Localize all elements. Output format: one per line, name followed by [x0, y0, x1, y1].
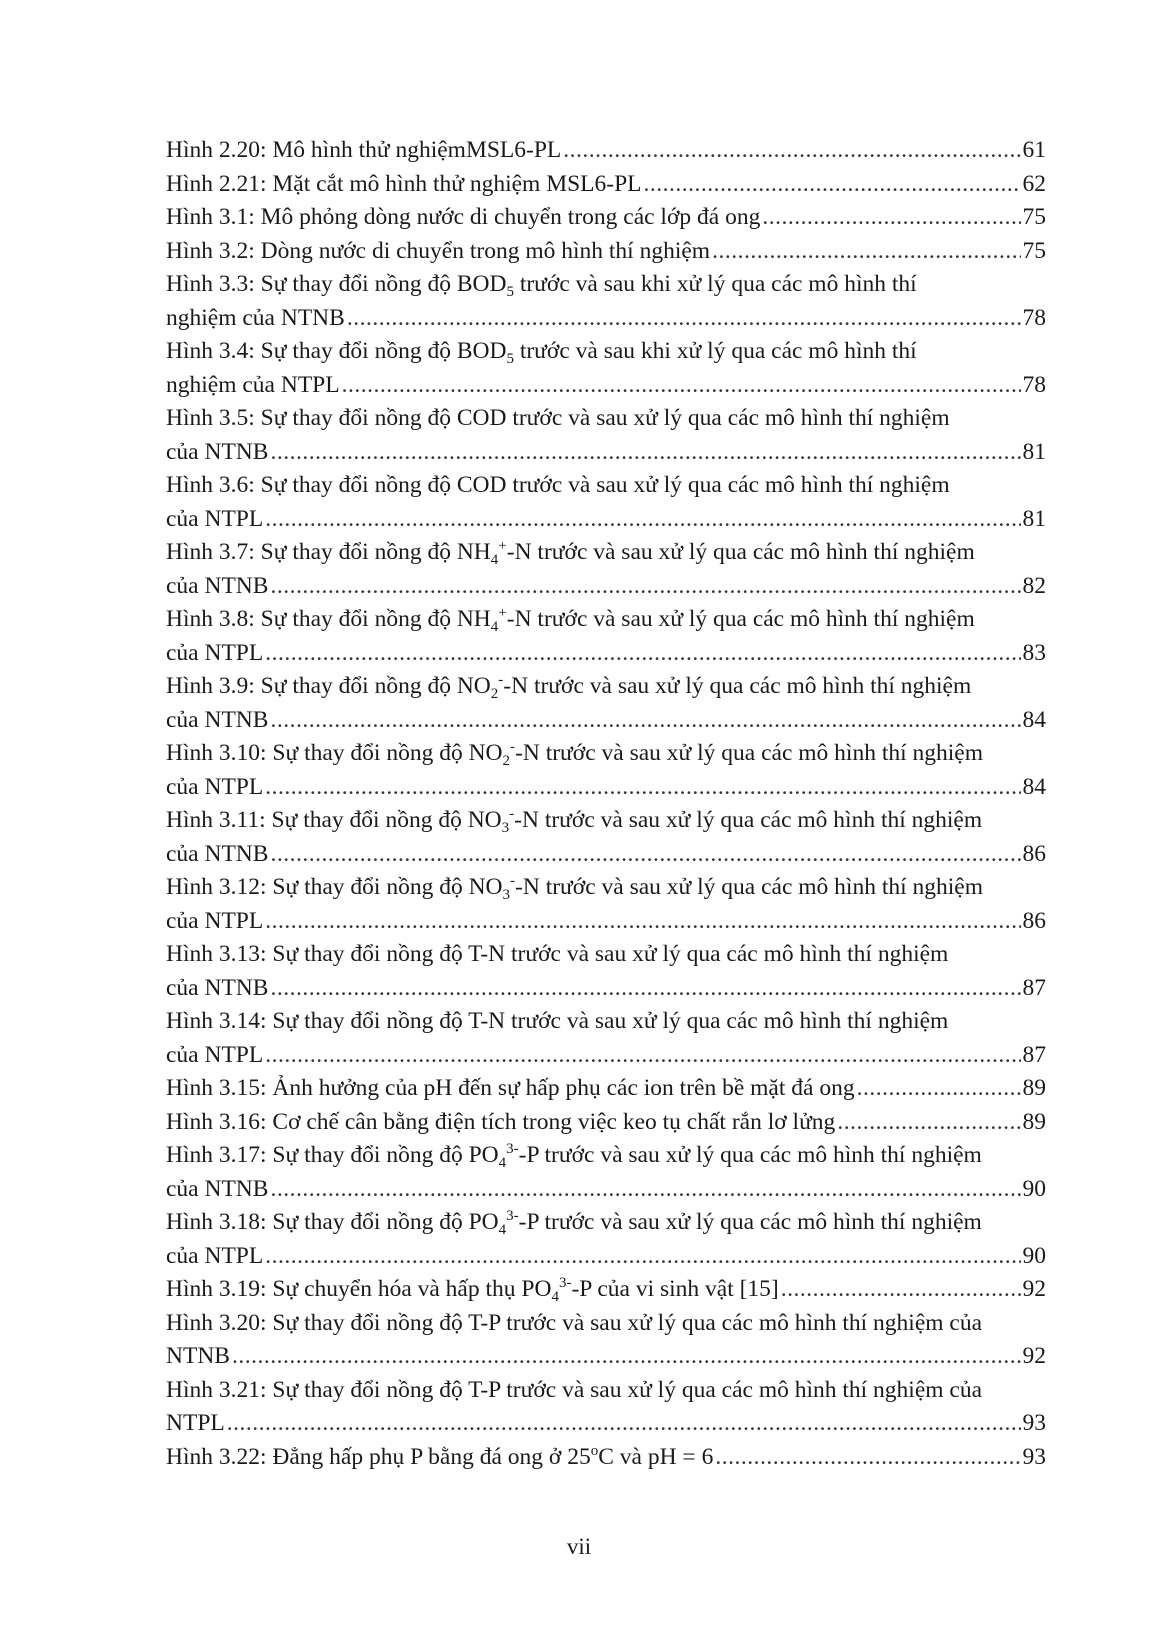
toc-entry[interactable] [166, 871, 1046, 938]
toc-entry-page: 86 [1022, 907, 1046, 934]
toc-entry-title [166, 603, 975, 637]
toc-entry-line-1 [166, 536, 1046, 570]
dot-leader [857, 1072, 1021, 1106]
dot-leader [270, 1173, 1020, 1207]
toc-entry-line-1 [166, 469, 1046, 503]
toc-entry-text: Hình 2.20: Mô hình thử nghiệmMSL6-PL [166, 137, 562, 163]
subscript: 4 [490, 552, 499, 568]
toc-entry-line-2 [166, 369, 1046, 403]
toc-entry-text: Hình 3.6: Sự thay đổi nồng độ COD trước và sau xử lý qua các mô hình thí nghiệm [166, 472, 950, 498]
toc-entry-text-cont: -N trước và sau xử lý qua các mô hình thí nghiệm [514, 807, 983, 833]
toc-entry-title [166, 737, 983, 771]
toc-entry-text: Hình 3.14: Sự thay đổi nồng độ T-N trước và sau xử lý qua các mô hình thí nghiệm [166, 1008, 949, 1034]
toc-entry-page: 81 [1022, 505, 1046, 532]
toc-entry-text-cont: -N trước và sau xử lý qua các mô hình thí nghiệm [515, 740, 984, 766]
toc-entry[interactable] [166, 1072, 1046, 1106]
toc-entry-page: 83 [1022, 639, 1046, 666]
toc-entry-text: Hình 3.22: Đẳng hấp phụ P bằng đá ong ở 25 [166, 1443, 591, 1470]
toc-entry-line-1 [166, 235, 1046, 269]
toc-entry[interactable] [166, 134, 1046, 168]
toc-entry-line-1 [166, 1106, 1046, 1140]
toc-entry-text: Hình 3.3: Sự thay đổi nồng độ BOD [166, 271, 507, 297]
toc-entry-text: Hình 3.5: Sự thay đổi nồng độ COD trước và sau xử lý qua các mô hình thí nghiệm [166, 405, 950, 431]
toc-entry-text-line-2: của NTPL [166, 907, 264, 934]
dot-leader [715, 1441, 1020, 1475]
toc-entry-text: Hình 3.4: Sự thay đổi nồng độ BOD [166, 338, 507, 364]
toc-entry-line-1 [166, 268, 1046, 302]
toc-entry-text-cont: -P trước và sau xử lý qua các mô hình thí nghiệm [518, 1142, 982, 1168]
toc-entry-line-2 [166, 704, 1046, 738]
toc-entry-text: Hình 3.18: Sự thay đổi nồng độ PO [166, 1209, 499, 1235]
toc-entry-title [166, 168, 642, 202]
toc-entry-text-cont: trước và sau khi xử lý qua các mô hình thí [513, 338, 917, 364]
superscript: - [509, 806, 515, 822]
superscript: 3- [506, 1208, 519, 1224]
dot-leader [232, 1340, 1021, 1374]
toc-entry-text: Hình 3.16: Cơ chế cân bằng điện tích trong việc keo tụ chất rắn lơ lửng [166, 1108, 836, 1135]
toc-entry[interactable] [166, 603, 1046, 670]
toc-entry-text-cont: -N trước và sau xử lý qua các mô hình thí nghiệm [506, 606, 975, 632]
toc-entry-text: Hình 2.21: Mặt cắt mô hình thử nghiệm MSL6-PL [166, 170, 642, 197]
toc-entry-line-1 [166, 1307, 1046, 1341]
subscript: 3 [502, 887, 511, 903]
toc-entry-text-line-2: của NTPL [166, 773, 264, 800]
toc-entry-line-1 [166, 737, 1046, 771]
toc-entry-text-cont: -N trước và sau xử lý qua các mô hình thí nghiệm [503, 673, 972, 699]
subscript: 4 [490, 619, 499, 635]
toc-entry-text-line-2: của NTPL [166, 639, 264, 666]
toc-entry[interactable] [166, 737, 1046, 804]
toc-entry-text-cont: -N trước và sau xử lý qua các mô hình thí nghiệm [515, 874, 984, 900]
toc-entry-page: 89 [1022, 1108, 1046, 1135]
toc-entry-text-line-2: của NTPL [166, 505, 264, 532]
toc-entry-title [166, 1106, 835, 1140]
dot-leader [347, 302, 1021, 336]
toc-entry[interactable] [166, 1106, 1046, 1140]
dot-leader [265, 1240, 1020, 1274]
toc-entry-title [166, 268, 917, 302]
toc-entry[interactable] [166, 1206, 1046, 1273]
dot-leader [270, 570, 1020, 604]
toc-entry-page: 92 [1022, 1276, 1046, 1302]
toc-entry-line-2 [166, 771, 1046, 805]
toc-entry[interactable] [166, 1273, 1046, 1307]
dot-leader [270, 436, 1020, 470]
toc-entry-title [166, 1206, 982, 1240]
dot-leader [563, 134, 1020, 168]
toc-entry-title [166, 469, 950, 503]
toc-entry[interactable] [166, 938, 1046, 1005]
dot-leader [270, 838, 1020, 872]
toc-entry-line-2 [166, 1340, 1046, 1374]
toc-entry-text-line-2: NTPL [166, 1410, 225, 1436]
toc-entry-text: Hình 3.21: Sự thay đổi nồng độ T-P trước và sau xử lý qua các mô hình thí nghiệm của [166, 1376, 983, 1403]
toc-entry-text-cont: -P của vi sinh vật [15] [571, 1276, 779, 1302]
dot-leader [762, 201, 1020, 235]
toc-entry[interactable] [166, 168, 1046, 202]
toc-entry-page: 81 [1022, 438, 1046, 465]
toc-entry-line-1 [166, 1072, 1046, 1106]
toc-entry[interactable] [166, 469, 1046, 536]
toc-entry-page: 93 [1022, 1410, 1046, 1436]
toc-entry-line-1 [166, 871, 1046, 905]
toc-entry-page: 78 [1022, 371, 1046, 398]
toc-entry-text: Hình 3.10: Sự thay đổi nồng độ NO [166, 740, 503, 766]
toc-entry-text-cont: C và pH = 6 [598, 1443, 714, 1470]
toc-entry-line-1 [166, 1441, 1046, 1475]
toc-entry-page: 61 [1022, 137, 1046, 163]
toc-entry-page: 93 [1022, 1443, 1046, 1470]
dot-leader [265, 1039, 1020, 1073]
toc-entry-text-line-2: NTNB [166, 1343, 230, 1369]
toc-entry-page: 62 [1022, 170, 1046, 197]
toc-entry-text-line-2: nghiệm của NTPL [166, 371, 340, 398]
toc-entry[interactable] [166, 804, 1046, 871]
toc-entry-title [166, 804, 982, 838]
toc-entry-line-2 [166, 637, 1046, 671]
toc-entry[interactable] [166, 1139, 1046, 1206]
toc-entry-title [166, 201, 760, 235]
subscript: 5 [506, 351, 514, 367]
toc-entry-title [166, 335, 917, 369]
superscript: - [498, 672, 504, 688]
toc-entry-line-1 [166, 1206, 1046, 1240]
toc-entry-text-cont: -P trước và sau xử lý qua các mô hình thí nghiệm [518, 1209, 982, 1235]
toc-entry-title [166, 536, 975, 570]
toc-entry-page: 90 [1022, 1175, 1046, 1202]
toc-entry-text: Hình 3.7: Sự thay đổi nồng độ NH [166, 539, 491, 565]
toc-entry-text: Hình 3.11: Sự thay đổi nồng độ NO [166, 807, 502, 833]
toc-entry[interactable] [166, 1005, 1046, 1072]
superscript: - [510, 739, 516, 755]
toc-entry-line-1 [166, 670, 1046, 704]
toc-entry-line-1 [166, 168, 1046, 202]
toc-entry-text-line-2: nghiệm của NTNB [166, 304, 345, 331]
toc-entry-title [166, 1139, 982, 1173]
toc-entry-text-line-2: của NTNB [166, 572, 269, 599]
toc-entry-title [166, 938, 948, 972]
toc-entry-line-1 [166, 1139, 1046, 1173]
toc-entry-text-line-2: của NTNB [166, 438, 269, 465]
toc-entry[interactable] [166, 201, 1046, 235]
toc-entry-text-line-2: của NTNB [166, 706, 269, 733]
toc-entry-page: 84 [1022, 773, 1046, 800]
toc-entry-page: 87 [1022, 974, 1046, 1001]
superscript: + [498, 538, 507, 554]
dot-leader [265, 905, 1020, 939]
toc-entry-line-1 [166, 1273, 1046, 1307]
toc-entry-line-1 [166, 402, 1046, 436]
toc-entry-page: 86 [1022, 840, 1046, 867]
toc-entry-line-1 [166, 201, 1046, 235]
toc-entry-page: 75 [1022, 204, 1046, 230]
toc-entry-text: Hình 3.13: Sự thay đổi nồng độ T-N trước và sau xử lý qua các mô hình thí nghiệm [166, 941, 949, 967]
toc-entry-page: 82 [1022, 572, 1046, 599]
dot-leader [265, 503, 1020, 537]
toc-entry-line-2 [166, 503, 1046, 537]
subscript: 4 [498, 1222, 507, 1238]
superscript: + [498, 605, 507, 621]
toc-entry-title [166, 1307, 982, 1341]
toc-entry-text-line-2: của NTNB [166, 1175, 269, 1202]
toc-entry-line-2 [166, 1173, 1046, 1207]
toc-entry-line-2 [166, 302, 1046, 336]
toc-entry-text-line-2: của NTPL [166, 1041, 264, 1068]
toc-entry-line-2 [166, 570, 1046, 604]
toc-entry[interactable] [166, 235, 1046, 269]
dot-leader [265, 771, 1020, 805]
toc-entry-title [166, 871, 983, 905]
subscript: 4 [498, 1155, 507, 1171]
toc-entry-line-2 [166, 1240, 1046, 1274]
toc-entry-text-cont: trước và sau khi xử lý qua các mô hình thí [513, 271, 917, 297]
toc-entry-page: 87 [1022, 1041, 1046, 1068]
toc-entry-title [166, 1072, 855, 1106]
subscript: 2 [490, 686, 499, 702]
toc-entry-line-1 [166, 335, 1046, 369]
toc-entry-page: 90 [1022, 1242, 1046, 1269]
superscript: 3- [506, 1141, 519, 1157]
superscript: 3- [558, 1275, 572, 1291]
toc-entry-line-1 [166, 1374, 1046, 1408]
toc-entry-text: Hình 3.15: Ảnh hưởng của pH đến sự hấp phụ các ion trên bề mặt đá ong [166, 1075, 855, 1101]
toc-entry-line-2 [166, 972, 1046, 1006]
toc-entry-text: Hình 3.12: Sự thay đổi nồng độ NO [166, 874, 503, 900]
dot-leader [270, 704, 1020, 738]
dot-leader [342, 369, 1021, 403]
toc-entry-text: Hình 3.17: Sự thay đổi nồng độ PO [166, 1142, 499, 1168]
toc-entry-text: Hình 3.1: Mô phỏng dòng nước di chuyển trong các lớp đá ong [166, 204, 761, 230]
toc-entry-page: 78 [1022, 304, 1046, 331]
toc-entry-line-2 [166, 905, 1046, 939]
toc-entry-line-2 [166, 1407, 1046, 1441]
toc-entry-text: Hình 3.20: Sự thay đổi nồng độ T-P trước và sau xử lý qua các mô hình thí nghiệm của [166, 1309, 983, 1336]
dot-leader [644, 168, 1021, 202]
toc-entry-line-2 [166, 436, 1046, 470]
dot-leader [270, 972, 1020, 1006]
toc-entry-line-1 [166, 1005, 1046, 1039]
toc-entry-title [166, 235, 710, 269]
toc-entry-page: 89 [1022, 1075, 1046, 1101]
toc-entry-text: Hình 3.2: Dòng nước di chuyển trong mô hình thí nghiệm [166, 237, 711, 264]
dot-leader [837, 1106, 1020, 1140]
toc-entry-text: Hình 3.19: Sự chuyển hóa và hấp thụ PO [166, 1276, 552, 1302]
superscript: - [510, 873, 516, 889]
toc-entry-title [166, 1273, 779, 1307]
toc-entry-title [166, 134, 561, 168]
list-of-figures [166, 134, 1046, 1474]
dot-leader [781, 1273, 1021, 1307]
toc-entry-text-line-2: của NTPL [166, 1242, 264, 1269]
toc-entry-line-1 [166, 938, 1046, 972]
dot-leader [227, 1407, 1021, 1441]
toc-entry-page: 84 [1022, 706, 1046, 733]
toc-entry-text-line-2: của NTNB [166, 840, 269, 867]
toc-entry-title [166, 670, 971, 704]
subscript: 2 [502, 753, 511, 769]
toc-entry-title [166, 1005, 948, 1039]
toc-entry-title [166, 402, 950, 436]
toc-entry-line-1 [166, 804, 1046, 838]
toc-entry[interactable] [166, 1374, 1046, 1441]
toc-entry-page: 75 [1022, 237, 1046, 264]
toc-entry-text-cont: -N trước và sau xử lý qua các mô hình thí nghiệm [506, 539, 975, 565]
toc-entry-text: Hình 3.9: Sự thay đổi nồng độ NO [166, 673, 491, 699]
toc-entry-line-2 [166, 838, 1046, 872]
toc-entry-line-1 [166, 603, 1046, 637]
subscript: 5 [506, 284, 514, 300]
dot-leader [712, 235, 1020, 269]
toc-entry[interactable] [166, 335, 1046, 402]
toc-entry-line-1 [166, 134, 1046, 168]
toc-entry-page: 92 [1022, 1343, 1046, 1369]
toc-entry-title [166, 1441, 713, 1475]
subscript: 3 [501, 820, 510, 836]
toc-entry-text-line-2: của NTNB [166, 974, 269, 1001]
superscript: o [590, 1442, 599, 1459]
toc-entry[interactable] [166, 1441, 1046, 1475]
subscript: 4 [551, 1289, 559, 1305]
toc-entry[interactable] [166, 536, 1046, 603]
toc-entry[interactable] [166, 402, 1046, 469]
toc-entry[interactable] [166, 1307, 1046, 1374]
toc-entry-text: Hình 3.8: Sự thay đổi nồng độ NH [166, 606, 491, 632]
toc-entry-line-2 [166, 1039, 1046, 1073]
toc-entry[interactable] [166, 268, 1046, 335]
toc-entry-title [166, 1374, 982, 1408]
dot-leader [265, 637, 1020, 671]
toc-entry[interactable] [166, 670, 1046, 737]
page-number: vii [566, 1534, 592, 1559]
